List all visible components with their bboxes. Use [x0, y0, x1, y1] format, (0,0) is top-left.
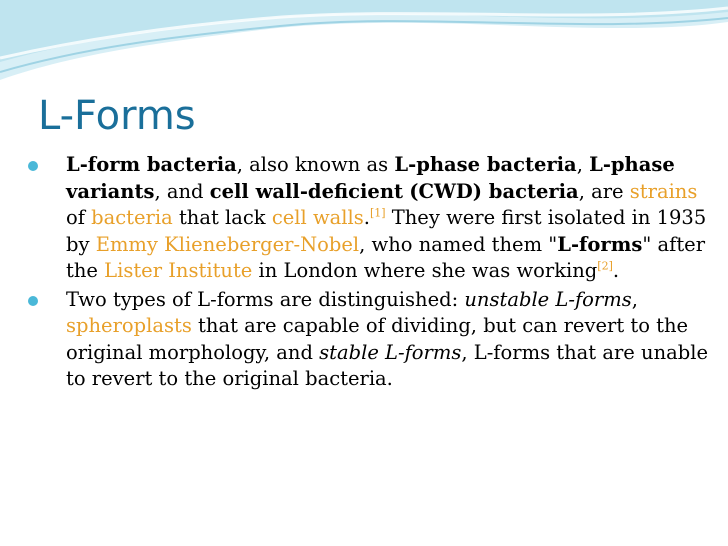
text-run: , also known as [236, 153, 395, 176]
text-run: , [576, 153, 590, 176]
text-run: of [66, 206, 92, 229]
reference-link[interactable]: [1] [369, 206, 386, 220]
decorative-wave-header [0, 0, 728, 90]
hyperlink[interactable]: spheroplasts [66, 314, 192, 337]
italic-term: stable L-forms [319, 340, 462, 364]
bold-term: L-forms [557, 232, 643, 256]
hyperlink[interactable]: bacteria [91, 206, 173, 229]
text-run: , are [578, 179, 630, 203]
slide-body [22, 152, 722, 395]
text-run: in London where she was working [252, 259, 598, 282]
text-run: , [631, 287, 638, 311]
text-run: that lack [172, 206, 272, 229]
reference-link[interactable]: [2] [597, 259, 613, 273]
bold-term: L-phase variants [66, 153, 675, 203]
bullet-text [66, 153, 706, 282]
hyperlink[interactable]: Lister Institute [104, 259, 253, 282]
text-run: . [363, 206, 370, 229]
bullet-item-l-form-definition [22, 152, 722, 285]
text-run: " after the [66, 232, 706, 282]
bullet-dot-icon [28, 296, 38, 306]
hyperlink[interactable]: strains [629, 179, 698, 203]
hyperlink[interactable]: cell walls [271, 206, 364, 229]
text-run: that are capable of dividing, but can revert to the original morphology, and [66, 314, 689, 364]
bold-term: L-form bacteria [66, 153, 237, 176]
text-run: , L-forms that are unable to revert to the original bacteria. [66, 340, 709, 390]
bullet-text [66, 288, 708, 391]
italic-term: unstable L-forms [464, 287, 632, 311]
text-run: , and [154, 179, 210, 203]
slide-title: L-Forms [38, 93, 196, 139]
text-run: . [612, 259, 620, 282]
bold-term: cell wall-deficient [209, 179, 404, 203]
bullet-item-l-form-types [22, 287, 722, 393]
text-run: They were first isolated in 1935 by [66, 206, 707, 256]
hyperlink[interactable]: Emmy Klieneberger-Nobel [95, 232, 360, 256]
text-run: Two types of L-forms are distinguished: [66, 287, 465, 311]
bullet-dot-icon [28, 161, 38, 171]
bold-term: L-phase bacteria [394, 153, 577, 176]
bold-term: (CWD) bacteria [409, 179, 579, 203]
text-run: , who named them " [359, 232, 558, 256]
